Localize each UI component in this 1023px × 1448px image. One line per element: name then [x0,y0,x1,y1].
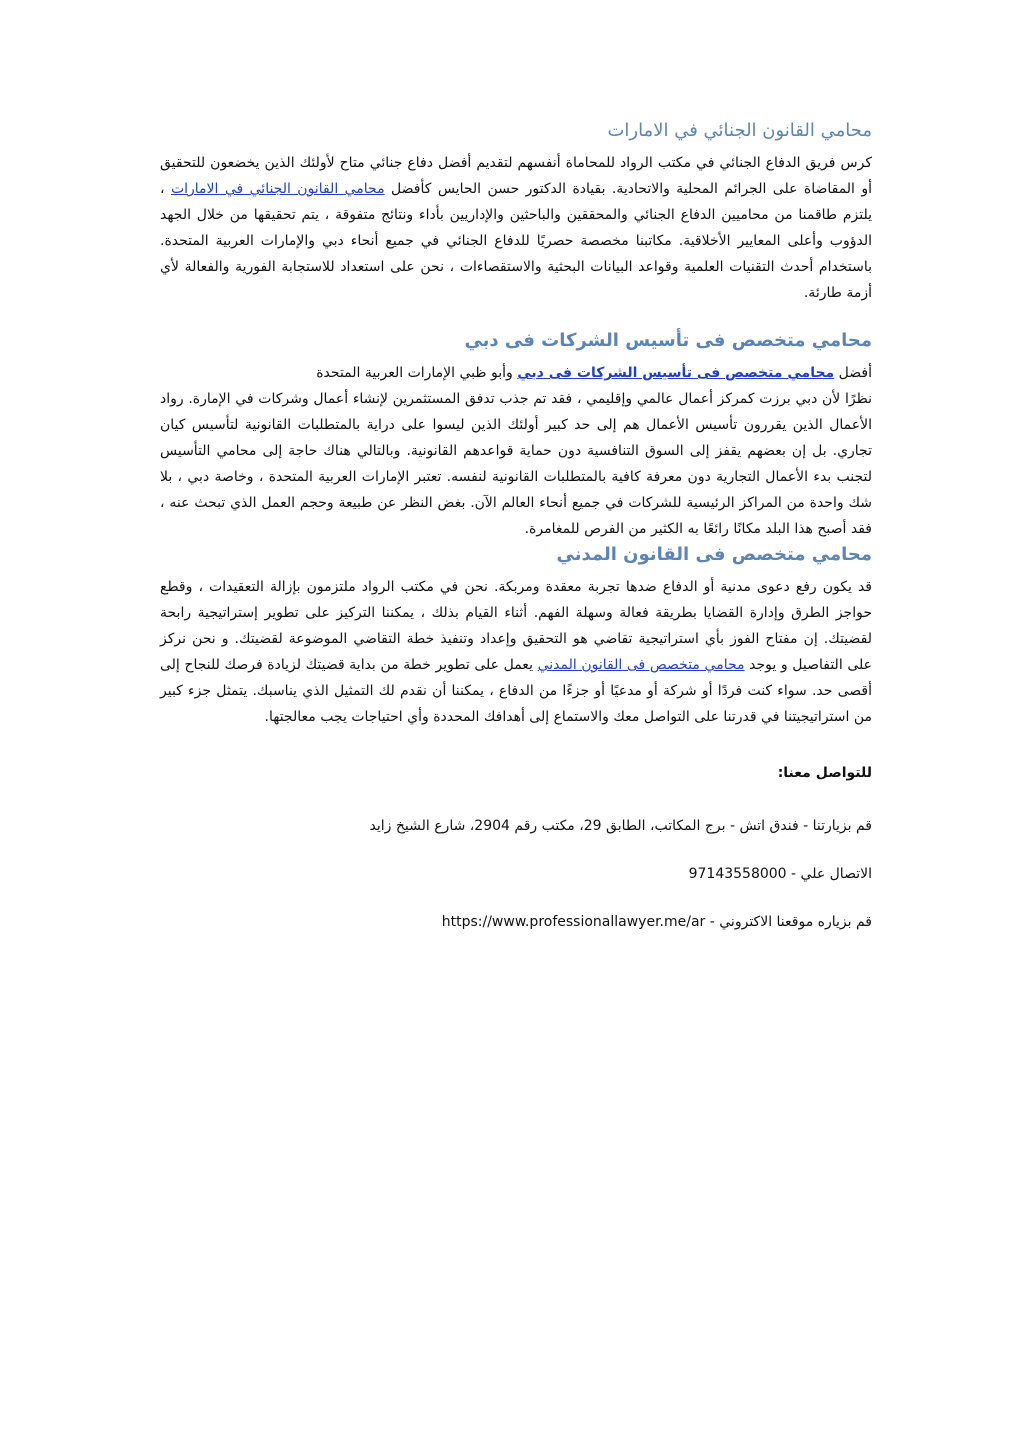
company-formation-lawyer-link[interactable]: محامي متخصص فى تأسيس الشركات فى دبي [517,365,835,381]
section-criminal-law [160,118,872,306]
section-criminal-law-paragraph [160,150,872,306]
contact-address-label: قم بزيارتنا - [798,818,872,834]
contact-heading: للتواصل معنا: [777,765,872,781]
paragraph-text: كرس فريق الدفاع الجنائي في مكتب الرواد للمحاماة أنفسهم لتقديم أفضل دفاع جنائي متاح لأولئك الذين يخضعون للتحقيق أو المقاضاة على الجرائم المحلية والاتحادية. بقيادة الدكتور حسن الحايس كأفضل [160,155,873,197]
paragraph-text: يعمل على تطوير خطة من بداية قضيتك لزيادة فرصك للنجاح إلى أقصى حد. سواء كنت فردًا أو شركة أو مدعيًا أو جزءًا من الدفاع ، يمكننا أن نقدم لك التمثيل الذي يناسبك. يتمثل جزء كبير من استراتيجيتنا في قدرتنا على التواصل معك والاستماع إلى أهدافك المحددة وأي احتياجات يجب معالجتها. [160,657,872,725]
section-civil-law [160,542,872,730]
section-company-formation-title: محامي متخصص فى تأسيس الشركات فى دبي [464,330,872,351]
contact-address [160,814,872,838]
section-company-formation-paragraph: نظرًا لأن دبي برزت كمركز أعمال عالمي وإقليمي ، فقد تم جذب تدفق المستثمرين لإنشاء أعمال وشركات في الإمارة. رواد الأعمال الذين يقررون تأسيس الأعمال هم إلى حد كبير أولئك الذين ليسوا على دراية بالمتطلبات القانونية لتأسيس كيان تجاري. بل إن بعضهم يقفز إلى السوق التنافسية دون حماية قواعدهم القانونية. وبالتالي هناك حاجة إلى محامي التأسيس لتجنب بدء الأعمال التجارية دون معرفة كافية بالمتطلبات القانونية لنفسه. تعتبر الإمارات العربية المتحدة ، وخاصة دبي ، بلا شك واحدة من المراكز الرئيسية للشركات في جميع أنحاء العالم الآن. بغض النظر عن طبيعة وحجم العمل الذي تبحث عنه ، فقد أصبح هذا البلد مكانًا رائعًا به الكثير من الفرص للمغامرة. [160,391,872,537]
section-civil-law-paragraph [160,574,872,730]
contact-phone-label: الاتصال علي - [786,866,872,882]
contact-section [160,760,872,934]
contact-website [160,910,872,934]
paragraph-text: ، يلتزم طاقمنا من محاميين الدفاع الجنائي والمحققين والباحثين والإداريين بأداء ونتائج متفوقة ، يتم تحقيقها من خلال الجهد الدؤوب وأعلى المعايير الأخلاقية. مكاتبنا مخصصة حصريًا للدفاع الجنائي في جميع أنحاء دبي والإمارات العربية المتحدة. باستخدام أحدث التقنيات العلمية وقواعد البيانات البحثية والاستقصاءات ، نحن على استعداد للاستجابة الفورية والفعالة لأي أزمة طارئة. [160,181,872,301]
intro-text: أفضل [834,365,872,381]
contact-phone [160,862,872,886]
intro-text: وأبو ظبي الإمارات العربية المتحدة [316,365,518,381]
paragraph-text: قد يكون رفع دعوى مدنية أو الدفاع ضدها تجربة معقدة ومربكة. نحن في مكتب الرواد ملتزمون بإزالة التعقيدات ، وقطع حواجز الطرق وإدارة القضايا بطريقة فعالة وسهلة الفهم. أثناء القيام بذلك ، يمكننا التركيز على تطوير إستراتيجية رابحة لقضيتك. إن مفتاح الفوز بأي استراتيجية تقاضي هو التحقيق وإعداد وتنفيذ خطة التقاضي الموضوعة لقضيتك. و نحن نركز على التفاصيل و يوجد [160,579,872,673]
criminal-lawyer-link[interactable]: محامي القانون الجنائي في الامارات [170,181,385,197]
contact-phone-value: 97143558000 [688,866,787,882]
contact-website-url: https://www.professionallawyer.me/ar [441,914,706,930]
contact-address-value: فندق اتش - برج المكاتب، الطابق 29، مكتب رقم 2904، شارع الشيخ زايد [369,818,799,834]
section-criminal-law-title: محامي القانون الجنائي في الامارات [607,120,872,141]
document-page [160,118,872,958]
section-company-formation-intro [160,360,872,386]
contact-website-label: قم بزياره موقعنا الاكتروني - [705,914,872,930]
section-civil-law-title: محامي متخصص فى القانون المدني [556,544,872,565]
section-company-formation [160,328,872,542]
civil-lawyer-link[interactable]: محامي متخصص فى القانون المدني [537,657,745,673]
